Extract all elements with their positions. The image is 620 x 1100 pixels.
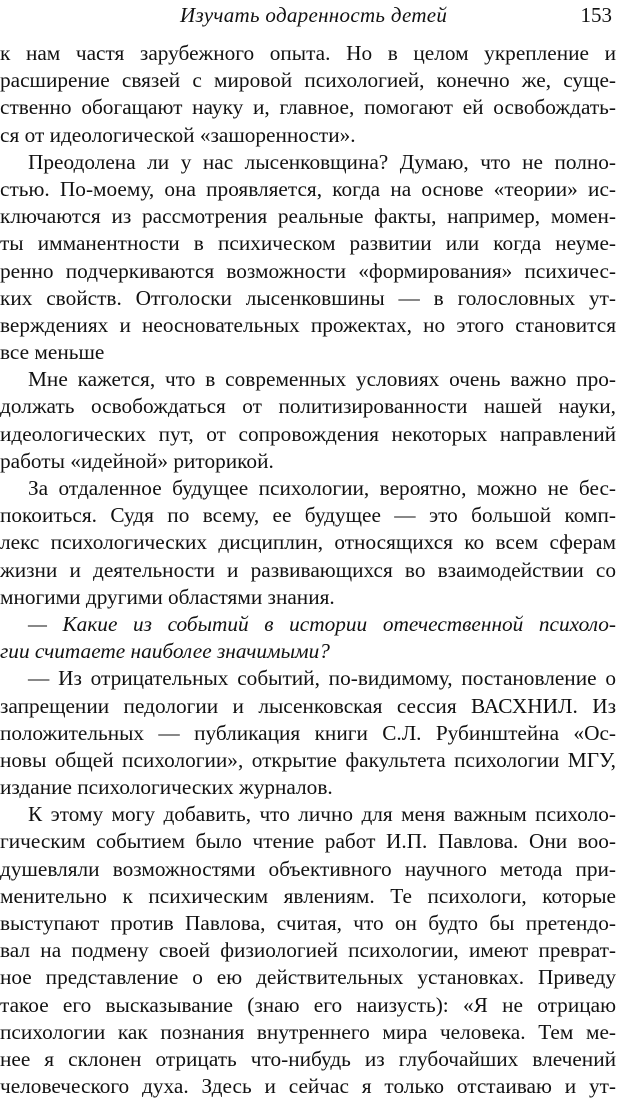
text-line: стью. По-моему, она проявляется, когда на основе «теории» ис- [0, 176, 616, 201]
text-line: верждениях и неосновательных прожектах, но этого становится [0, 312, 616, 337]
text-line: ся от идеологической «зашоренности». [0, 122, 356, 147]
text-line: выступают против Павлова, считая, что он будто бы претендо- [0, 911, 616, 935]
page-number: 153 [580, 3, 612, 27]
text-line: Мне кажется, что в современных условиях очень важно про- [28, 367, 616, 392]
text-line: человеческого духа. Здесь и сейчас я только отстаиваю и ут- [0, 1074, 616, 1099]
text-line: — Какие из событий в истории отечественной психоло- [28, 611, 616, 636]
text-line: запрещении педологии и лысенковская сессия ВАСХНИЛ. Из [0, 693, 616, 718]
body-text [0, 40, 616, 1100]
text-line: все меньше [0, 340, 105, 365]
text-line: ственно обогащают науку и, главное, помогают ей освобождать- [0, 95, 616, 120]
text-line: К этому могу добавить, что лично для меня важным психоло- [28, 802, 616, 827]
paragraph [0, 149, 616, 367]
paragraph [0, 475, 616, 611]
text-line: расширение связей с мировой психологией, конечно же, суще- [0, 68, 616, 93]
text-line: менительно к психическим явлениям. Те психологи, которые [0, 883, 616, 908]
text-line: идеологических пут, от сопровождения некоторых направлений [0, 421, 616, 446]
text-line: ких свойств. Отголоски лысенковшины — в голословных ут- [0, 285, 616, 310]
page-header [0, 3, 620, 31]
text-line: новы общей психологии», открытие факультета психологии МГУ, [0, 747, 616, 772]
text-line: к нам частя зарубежного опыта. Но в целом укрепление и [0, 41, 616, 65]
paragraph [0, 366, 616, 475]
text-line: душевляли возможностями объективного научного метода при- [0, 856, 616, 881]
text-line: покоиться. Судя по всему, ее будущее — это большой комп- [0, 503, 616, 528]
text-line: такое его высказывание (знаю его наизусть): «Я не отрицаю [0, 992, 616, 1017]
text-line: вал на подмену своей физиологией психологии, имеют преврат- [0, 938, 616, 963]
text-line: нее я склонен отрицать что-нибудь из глубочайших влечений [0, 1046, 616, 1071]
text-line: работы «идейной» риторикой. [0, 448, 274, 473]
text-line: — Из отрицательных событий, по-видимому, постановление о [28, 666, 616, 691]
paragraph [0, 665, 616, 801]
paragraph [0, 801, 616, 1100]
paragraph [0, 611, 616, 665]
paragraph [0, 40, 616, 149]
running-title: Изучать одаренность детей [180, 3, 448, 27]
text-line: гическим событием было чтение работ И.П. Павлова. Они воо- [0, 829, 616, 854]
text-line: психологии как познания внутреннего мира человека. Тем ме- [0, 1019, 616, 1044]
text-line: ключаются из рассмотрения реальные факты, например, момен- [0, 204, 616, 229]
text-line: гии считаете наиболее значимыми? [0, 639, 330, 664]
text-line: За отдаленное будущее психологии, вероятно, можно не бес- [28, 476, 616, 500]
text-line: ты имманентности в психическом развитии или когда неуме- [0, 231, 616, 256]
text-line: многими другими областями знания. [0, 584, 335, 609]
text-line: положительных — публикация книги С.Л. Рубинштейна «Ос- [0, 720, 616, 745]
text-line: должать освобождаться от политизированности нашей науки, [0, 394, 616, 419]
text-line: издание психологических журналов. [0, 775, 333, 800]
text-line: ное представление о ею действительных установках. Приведу [0, 965, 616, 990]
text-line: жизни и деятельности и развивающихся во взаимодействии со [0, 557, 616, 582]
text-line: лекс психологических дисциплин, относящихся ко всем сферам [0, 530, 616, 555]
text-line: Преодолена ли у нас лысенковщина? Думаю, что не полно- [28, 149, 616, 174]
text-line: ренно подчеркиваются возможности «формирования» психичес- [0, 258, 616, 283]
